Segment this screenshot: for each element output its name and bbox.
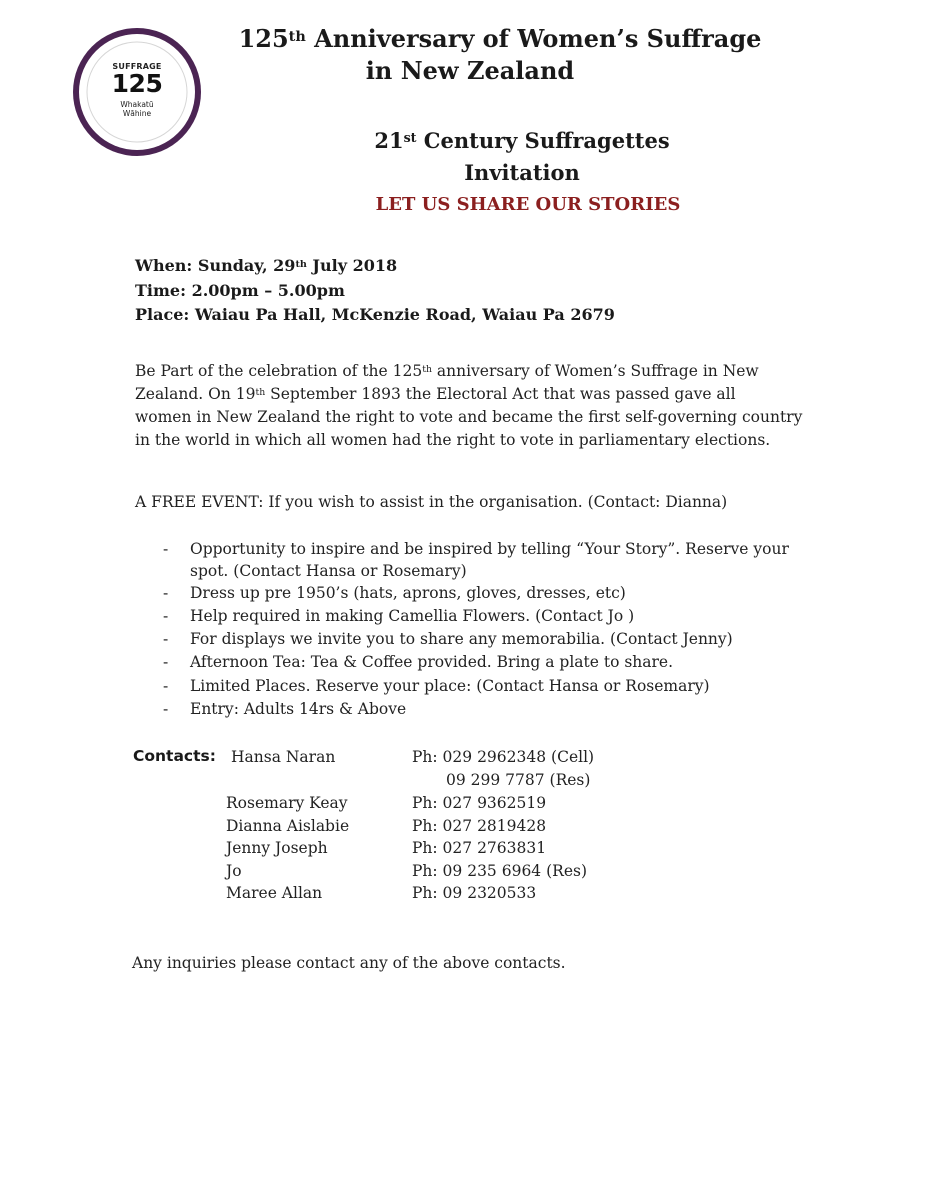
- logo-whakatu: Whakatū: [120, 100, 154, 109]
- contact-phone: Ph: 027 2819428: [412, 817, 547, 835]
- event-time: Time: 2.00pm – 5.00pm: [135, 281, 345, 300]
- list-item: Help required in making Camellia Flowers. (Contact Jo ): [190, 607, 635, 625]
- logo-number: 125: [111, 69, 163, 98]
- bullet-mark: -: [163, 540, 169, 558]
- intro-line-1: Be Part of the celebration of the 125th anniversary of Women’s Suffrage in New: [135, 362, 759, 380]
- suffrage-125-logo: [70, 25, 204, 159]
- bullet-mark: -: [163, 700, 169, 718]
- contacts-label: Contacts:: [133, 747, 216, 765]
- bullet-mark: -: [163, 653, 169, 671]
- contact-name: Jenny Joseph: [226, 839, 328, 857]
- footer-note: Any inquiries please contact any of the above contacts.: [132, 954, 566, 972]
- contact-phone: Ph: 09 235 6964 (Res): [412, 862, 587, 880]
- contact-phone: Ph: 027 9362519: [412, 794, 547, 812]
- list-item: Limited Places. Reserve your place: (Contact Hansa or Rosemary): [190, 677, 710, 695]
- contact-name: Jo: [226, 862, 242, 880]
- logo-suffrage-text: SUFFRAGE: [112, 62, 162, 71]
- contact-name: Hansa Naran: [231, 748, 336, 766]
- contact-name: Rosemary Keay: [226, 794, 348, 812]
- list-item-continued: spot. (Contact Hansa or Rosemary): [190, 562, 467, 580]
- bullet-mark: -: [163, 630, 169, 648]
- list-item: Afternoon Tea: Tea & Coffee provided. Bring a plate to share.: [190, 653, 674, 671]
- free-event-note: A FREE EVENT: If you wish to assist in the organisation. (Contact: Dianna): [135, 493, 728, 511]
- subtitle: 21st Century Suffragettes: [374, 128, 670, 153]
- contact-name: Maree Allan: [226, 884, 323, 902]
- bullet-mark: -: [163, 607, 169, 625]
- bullet-mark: -: [163, 584, 169, 602]
- logo-wahine: Wāhine: [122, 109, 152, 118]
- list-item: Entry: Adults 14rs & Above: [190, 700, 407, 718]
- contact-phone: Ph: 027 2763831: [412, 839, 547, 857]
- list-item: Opportunity to inspire and be inspired by telling “Your Story”. Reserve your: [190, 540, 789, 558]
- tagline: LET US SHARE OUR STORIES: [375, 194, 681, 215]
- page-title: 125th Anniversary of Women’s Suffrage: [238, 24, 762, 53]
- contact-phone: Ph: 029 2962348 (Cell): [412, 748, 595, 766]
- event-when: When: Sunday, 29th July 2018: [135, 256, 398, 275]
- bullet-mark: -: [163, 677, 169, 695]
- list-item: For displays we invite you to share any memorabilia. (Contact Jenny): [190, 630, 733, 648]
- subtitle-invitation: Invitation: [464, 160, 580, 185]
- intro-line-4: in the world in which all women had the right to vote in parliamentary elections.: [135, 431, 771, 449]
- contact-phone-secondary: 09 299 7787 (Res): [446, 771, 591, 789]
- contact-name: Dianna Aislabie: [226, 817, 350, 835]
- list-item: Dress up pre 1950’s (hats, aprons, gloves, dresses, etc): [190, 584, 626, 602]
- page-title-line2: in New Zealand: [365, 56, 575, 85]
- contact-phone: Ph: 09 2320533: [412, 884, 537, 902]
- event-place: Place: Waiau Pa Hall, McKenzie Road, Waiau Pa 2679: [135, 305, 615, 324]
- intro-line-2: Zealand. On 19th September 1893 the Electoral Act that was passed gave all: [135, 385, 736, 403]
- intro-line-3: women in New Zealand the right to vote and became the first self-governing country: [135, 408, 803, 426]
